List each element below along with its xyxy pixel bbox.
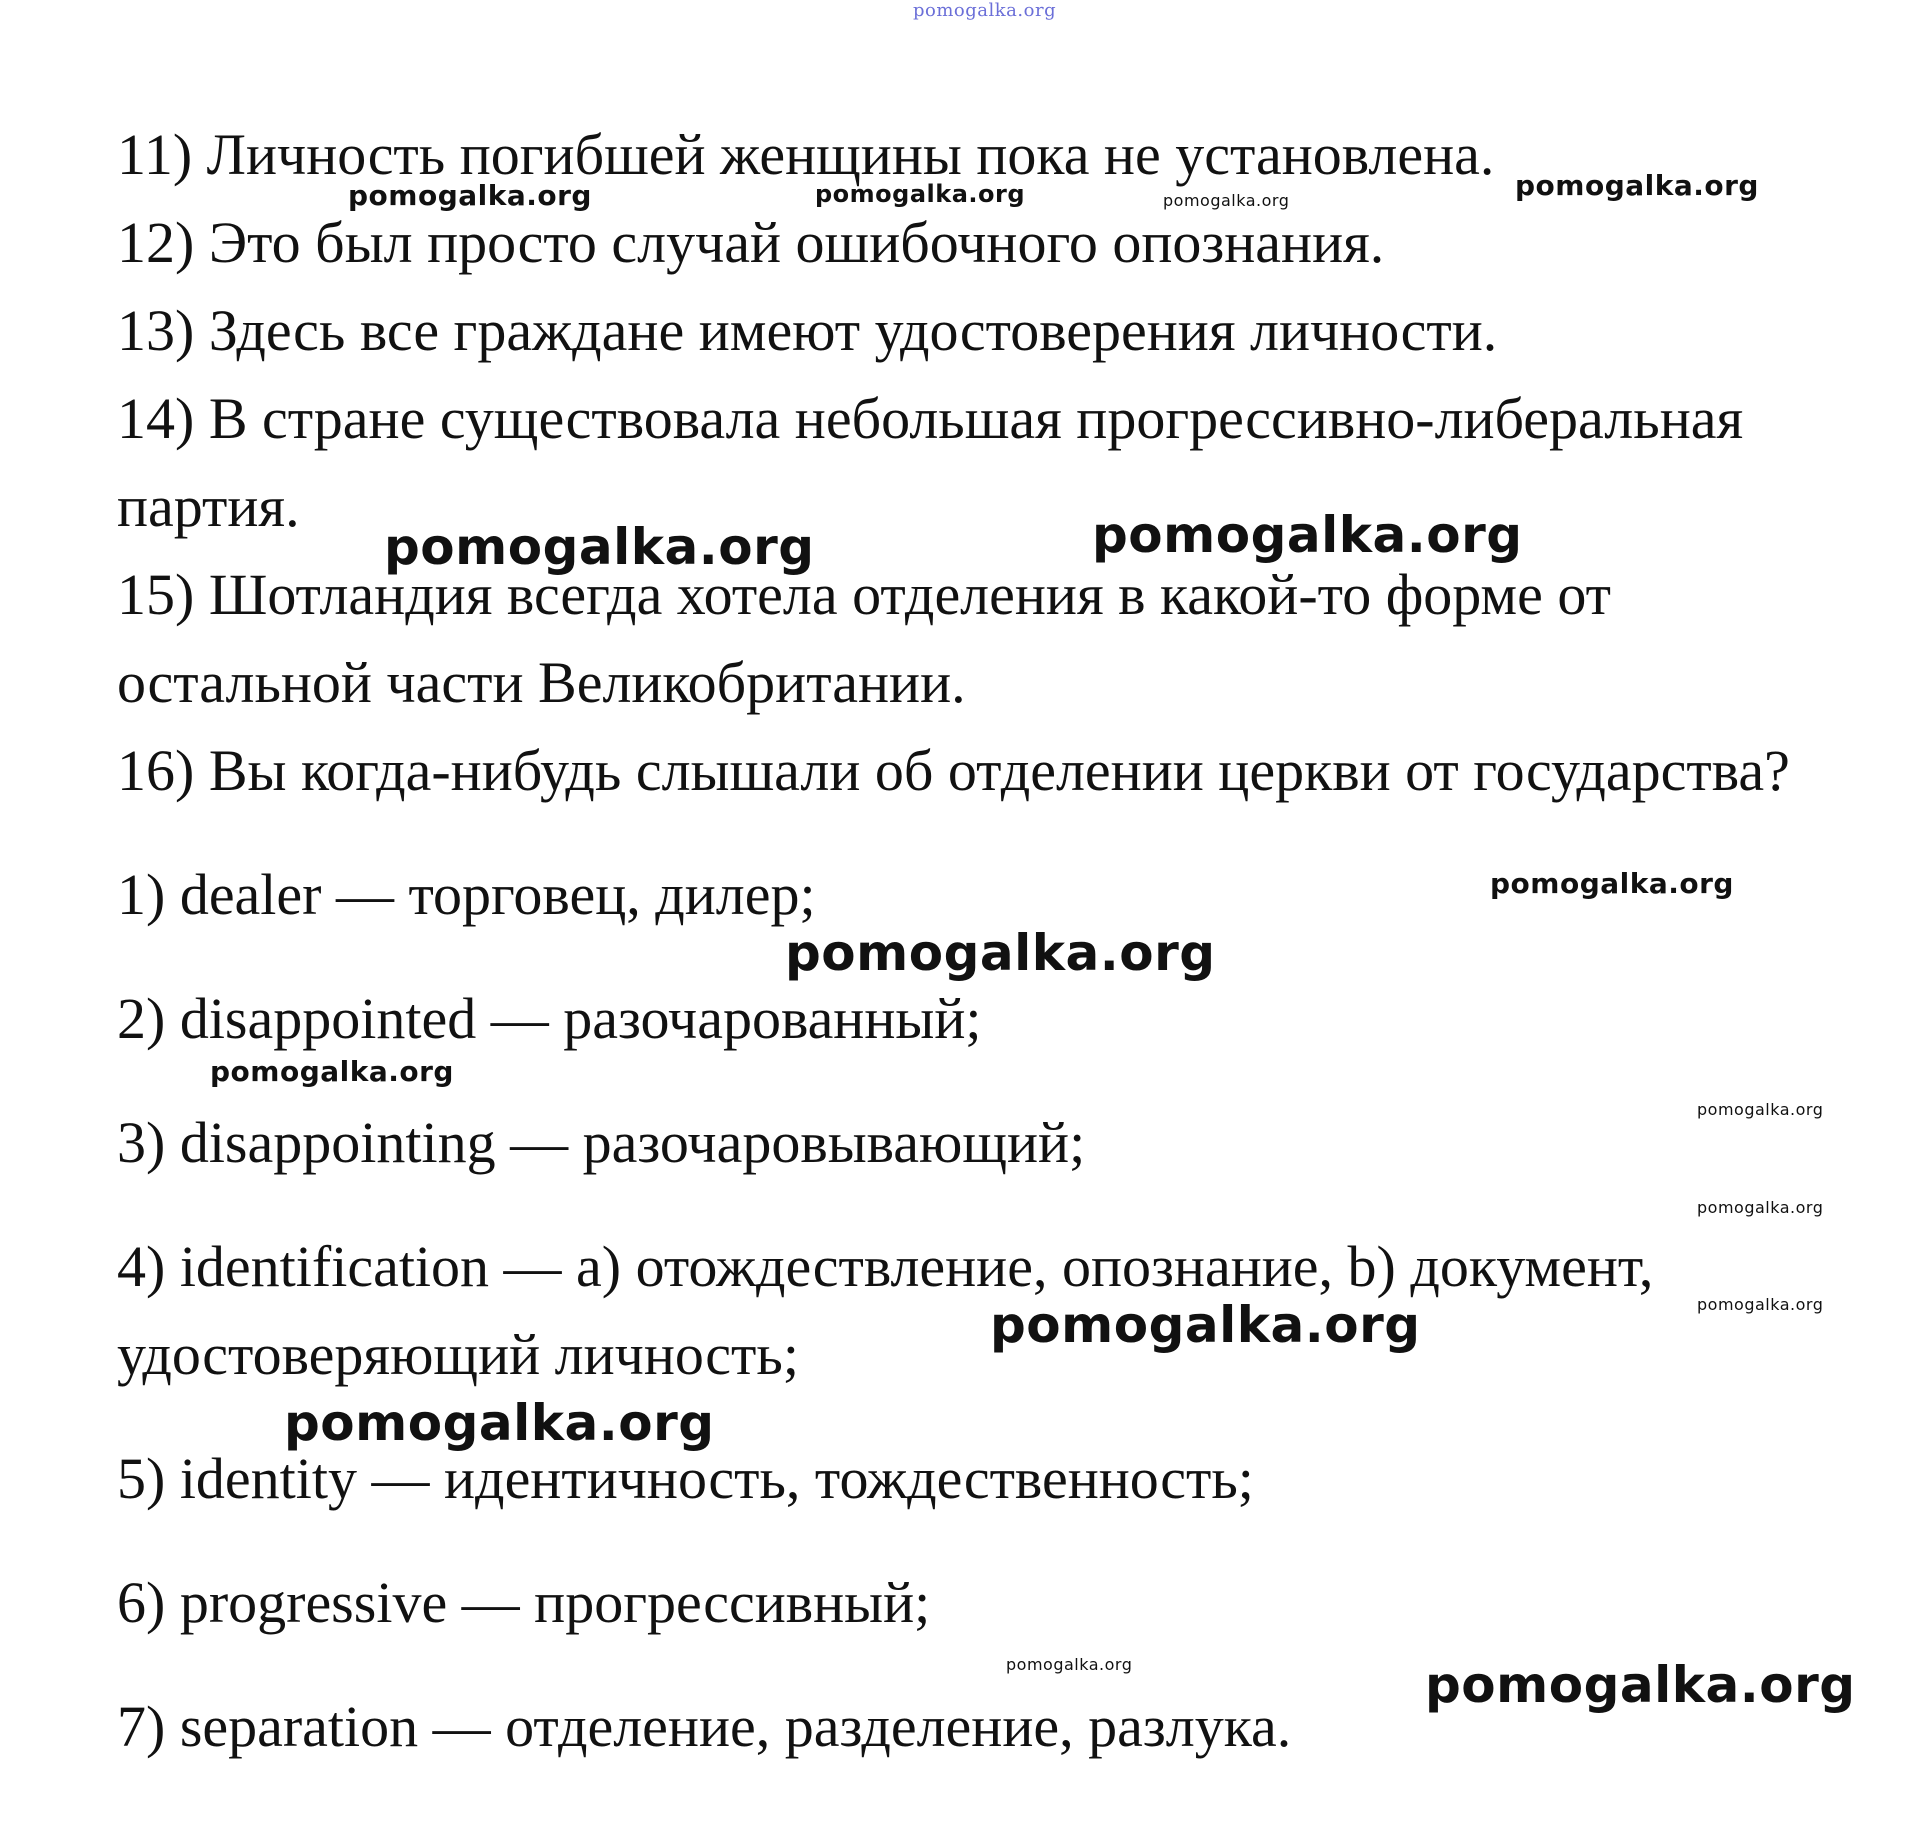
vocab-item-1: 1) dealer — торговец, дилер;: [117, 862, 816, 927]
vocab-item-6: 6) progressive — прогрессивный;: [117, 1570, 931, 1635]
watermark: pomogalka.org: [1697, 1100, 1824, 1119]
watermark: pomogalka.org: [1092, 506, 1523, 564]
sentence-12: 12) Это был просто случай ошибочного опознания.: [117, 210, 1385, 275]
watermark: pomogalka.org: [210, 1055, 454, 1088]
sentence-14: 14) В стране существовала небольшая прогрессивно-либеральная: [117, 386, 1744, 451]
watermark: pomogalka.org: [1425, 1656, 1856, 1714]
vocab-item-4-cont: удостоверяющий личность;: [117, 1322, 799, 1387]
watermark-top: pomogalka.org: [913, 0, 1057, 21]
watermark: pomogalka.org: [990, 1296, 1421, 1354]
watermark: pomogalka.org: [1163, 191, 1290, 210]
vocab-item-7: 7) separation — отделение, разделение, разлука.: [117, 1694, 1292, 1759]
watermark: pomogalka.org: [785, 924, 1216, 982]
watermark: pomogalka.org: [384, 518, 815, 576]
watermark: pomogalka.org: [1697, 1295, 1824, 1314]
vocab-item-4: 4) identification — a) отождествление, опознание, b) документ,: [117, 1234, 1654, 1299]
vocab-item-3: 3) disappointing — разочаровывающий;: [117, 1110, 1086, 1175]
sentence-11: 11) Личность погибшей женщины пока не установлена.: [117, 122, 1495, 187]
sentence-15: 15) Шотландия всегда хотела отделения в какой-то форме от: [117, 562, 1611, 627]
watermark: pomogalka.org: [1697, 1198, 1824, 1217]
sentence-13: 13) Здесь все граждане имеют удостоверения личности.: [117, 298, 1498, 363]
watermark: pomogalka.org: [815, 180, 1026, 208]
vocab-item-2: 2) disappointed — разочарованный;: [117, 986, 982, 1051]
vocab-item-5: 5) identity — идентичность, тождественность;: [117, 1446, 1254, 1511]
watermark: pomogalka.org: [1490, 867, 1734, 900]
watermark: pomogalka.org: [348, 179, 592, 212]
sentence-15-cont: остальной части Великобритании.: [117, 650, 966, 715]
sentence-16: 16) Вы когда-нибудь слышали об отделении церкви от государства?: [117, 738, 1790, 803]
sentence-14-cont: партия.: [117, 474, 300, 539]
watermark: pomogalka.org: [1006, 1655, 1133, 1674]
watermark: pomogalka.org: [1515, 169, 1759, 202]
watermark: pomogalka.org: [284, 1394, 715, 1452]
